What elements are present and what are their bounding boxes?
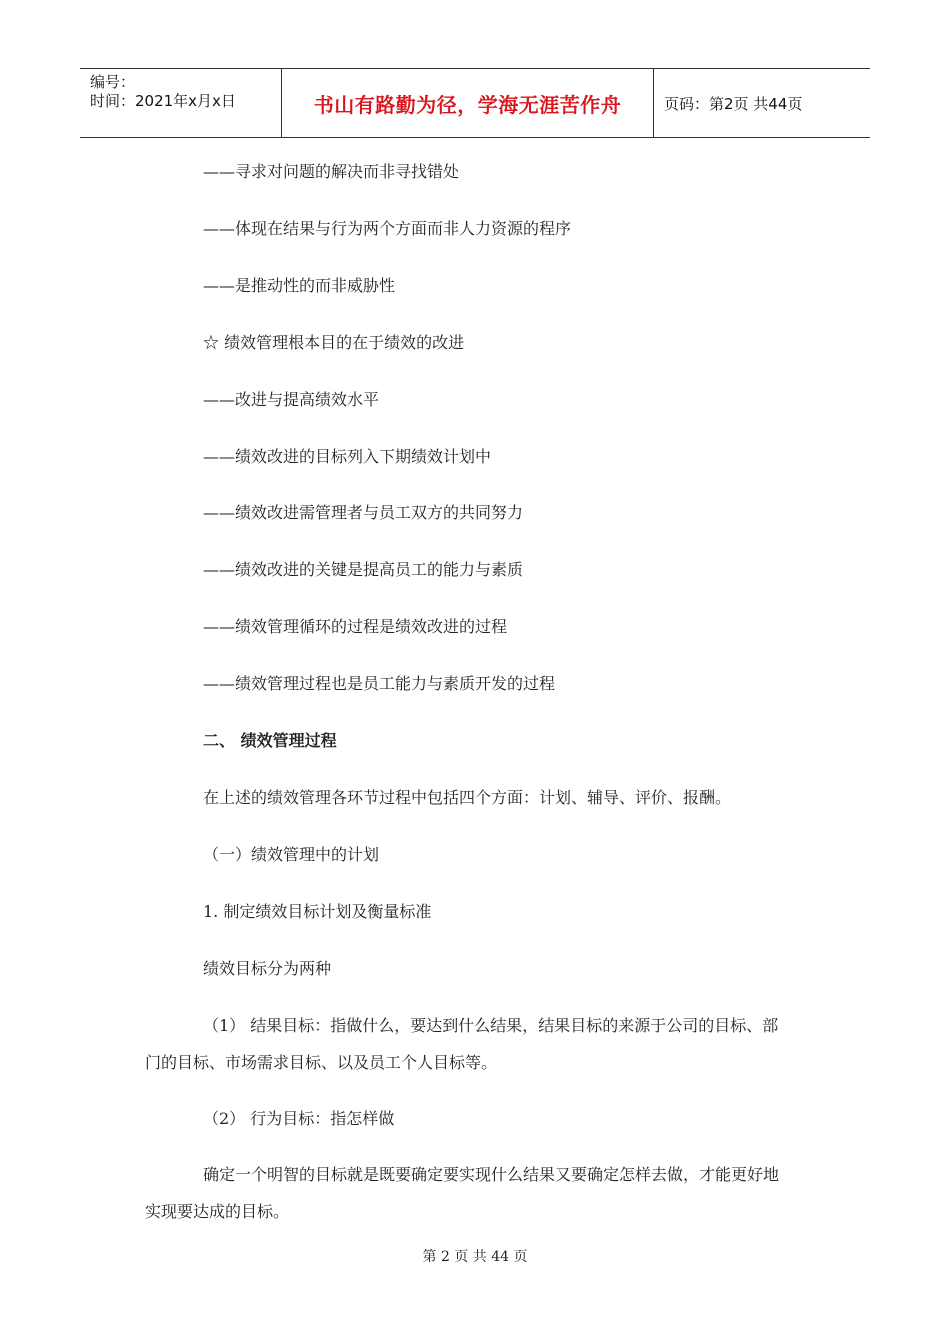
body-line-8: ——绩效改进的关键是提高员工的能力与素质 [203,560,524,579]
body-line-9: ——绩效管理循环的过程是绩效改进的过程 [203,617,508,636]
conclusion-line-2: 实现要达成的目标。 [145,1202,290,1221]
goals-intro: 绩效目标分为两种 [203,959,332,978]
body-line-3: ——是推动性的而非威胁性 [203,276,396,295]
body-line-5: ——改进与提高绩效水平 [203,390,380,409]
body-line-7: ——绩效改进需管理者与员工双方的共同努力 [203,503,524,522]
page-footer: 第 2 页 共 44 页 [422,1249,528,1265]
intro-paragraph: 在上述的绩效管理各环节过程中包括四个方面：计划、辅导、评价、报酬。 [203,788,732,807]
header-time-label: 时间：2021年x月x日 [90,92,236,110]
result-goal-line-2: 门的目标、市场需求目标、以及员工个人目标等。 [145,1053,498,1072]
result-goal-line-1: （1） 结果目标：指做什么，要达到什么结果，结果目标的来源于公司的目标、部 [203,1016,779,1035]
section-heading: 二、 绩效管理过程 [203,731,337,750]
item-1: 1. 制定绩效目标计划及衡量标准 [203,902,432,921]
header-meta [80,69,282,137]
conclusion-line-1: 确定一个明智的目标就是既要确定要实现什么结果又要确定怎样去做，才能更好地 [203,1165,780,1184]
header-page-label: 页码：第2页 共44页 [664,94,803,113]
header-motto: 书山有路勤为径，学海无涯苦作舟 [282,69,654,137]
behavior-goal: （2） 行为目标：指怎样做 [203,1109,395,1128]
document-header [80,68,870,138]
body-line-10: ——绩效管理过程也是员工能力与素质开发的过程 [203,674,556,693]
body-line-4: ☆ 绩效管理根本目的在于绩效的改进 [203,333,465,352]
header-number-label: 编号： [90,73,136,91]
body-line-6: ——绩效改进的目标列入下期绩效计划中 [203,447,492,466]
body-line-2: ——体现在结果与行为两个方面而非人力资源的程序 [203,219,572,238]
sub-heading: （一）绩效管理中的计划 [203,845,380,864]
body-line-1: ——寻求对问题的解决而非寻找错处 [203,162,460,181]
